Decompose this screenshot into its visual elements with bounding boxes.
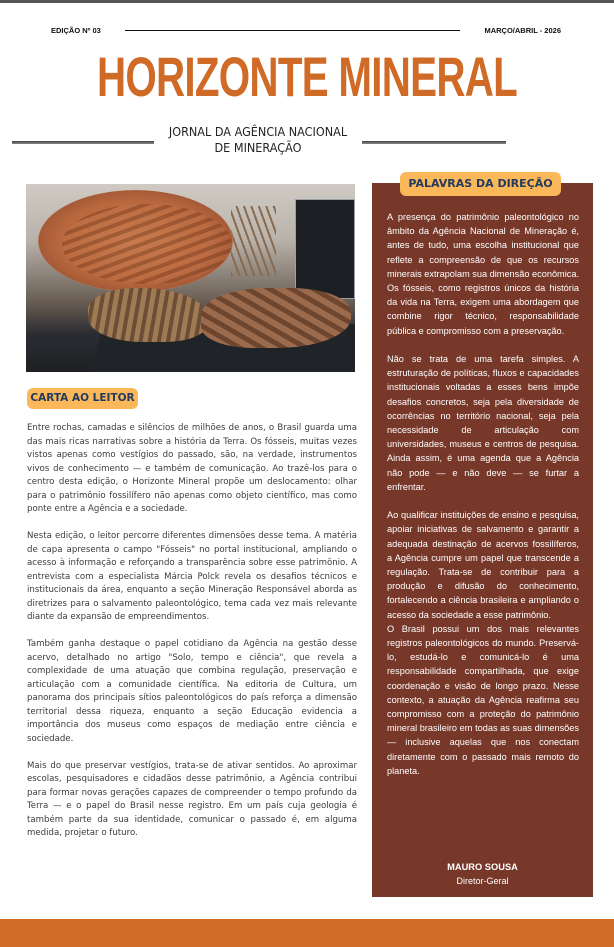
fossil-bones (201, 288, 351, 348)
edition-divider (125, 30, 461, 31)
subtitle-divider-left (12, 141, 154, 144)
cover-photo-fossils (26, 184, 355, 372)
fossil-slab (38, 190, 233, 292)
direcao-paragraph: O Brasil possui um dos mais relevantes registros paleontológicos do mundo. Preservá-lo, estudá-lo e comunicá-lo é uma responsabilidade compartilhada, que exige coordenação e visão de longo prazo. Nesse contexto, a atuação da Agência reafirma seu compromisso com a proteção do patrimônio mineral brasileiro em todas as suas dimensões — inclusive aquelas que nos conectam diretamente com o passado mais remoto do planeta. (387, 623, 579, 776)
newspaper-title: HORIZONTE MINERAL (96, 45, 518, 108)
signature-role: Diretor-Geral (456, 876, 509, 886)
top-border (0, 0, 614, 3)
letter-paragraph: Mais do que preservar vestígios, trata-se de ativar sentidos. Ao aproximar escolas, pesquisadores e cidadãos desse patrimônio, a Agência contribui para formar novas gerações capazes de compreender o tempo profundo da Terra — e o papel do Brasil nesse registro. Em um país cuja geologia é também parte da sua identidade, comunicar o passado é, em alguma medida, projetar o futuro. (27, 760, 357, 838)
direcao-body (387, 210, 579, 792)
skeleton-mount (231, 206, 276, 276)
palavras-da-direcao-heading: PALAVRAS DA DIREÇÃO (400, 172, 561, 196)
direcao-paragraph: Ao qualificar instituições de ensino e pesquisa, apoiar iniciativas de salvamento e garantir a adequada destinação de acervos fossilíferos, a Agência cumpre um papel que transcende a regulação. Trata-se de contribuir para a produção e difusão do conhecimento, fortalecendo a ciência brasileira e ampliando o acesso da sociedade a esse patrimônio. (387, 510, 579, 620)
signature-block (372, 861, 593, 888)
subtitle-divider-right (362, 141, 506, 144)
carta-ao-leitor-heading: CARTA AO LEITOR (27, 388, 138, 409)
carta-ao-leitor-body (27, 422, 357, 841)
direcao-paragraph: Não se trata de uma tarefa simples. A estruturação de políticas, fluxos e capacidades institucionais voltadas a esses bens impõe desafios concretos, seja pela diversidade de ocorrências no território nacional, seja pela necessidade de articulação com universidades, museus e centros de pesquisa. Ainda assim, é uma agenda que a Agência não pode — e não deve — se furtar a enfrentar. (387, 354, 579, 492)
footer-bar (0, 919, 614, 947)
edition-date: MARÇO/ABRIL - 2026 (484, 25, 561, 35)
display-case (295, 199, 355, 299)
letter-paragraph: Entre rochas, camadas e silêncios de milhões de anos, o Brasil guarda uma das mais ricas narrativas sobre a história da Terra. Os fósseis, muitas vezes vistos apenas como vestígios do passado, são, na verdade, instrumentos vivos de conhecimento — e também de comunicação. Ao trazê-los para o centro desta edição, o Horizonte Mineral propõe um deslocamento: olhar para o patrimônio fossilífero não apenas como objeto científico, mas como ponte entre a Agência e a sociedade. (27, 423, 357, 514)
newspaper-subtitle (168, 124, 348, 156)
subtitle-line-2: DE MINERAÇÃO (214, 140, 302, 155)
letter-paragraph: Também ganha destaque o papel cotidiano da Agência na gestão desse acervo, detalhado no artigo "Solo, tempo e ciência", que revela a complexidade de uma atuação que combina regulação, preservação e articulação com a comunidade científica. Na editoria de Cultura, um panorama dos principais sítios paleontológicos do país reforça a dimensão territorial dessa riqueza, enquanto a seção Educação evidencia a importância dos museus como espaços de mediação entre ciência e sociedade. (27, 639, 357, 744)
signature-name: MAURO SOUSA (447, 862, 518, 872)
fossil-skull (88, 288, 208, 342)
edition-row (51, 24, 561, 36)
letter-paragraph: Nesta edição, o leitor percorre diferentes dimensões desse tema. A matéria de capa apresenta o campo "Fósseis" no portal institucional, ampliando o acesso à informação e reforçando a transparência sobre esse patrimônio. A entrevista com a especialista Márcia Polck revela os desafios técnicos e institucionais da área, enquanto a seção Mineração Responsável aborda as diretrizes para o salvamento paleontológico, tema cada vez mais relevante diante da expansão de empreendimentos. (27, 531, 357, 622)
subtitle-line-1: JORNAL DA AGÊNCIA NACIONAL (168, 124, 348, 139)
direcao-paragraph: A presença do patrimônio paleontológico no âmbito da Agência Nacional de Mineração é, antes de tudo, uma escolha institucional que reflete a compreensão de que os recursos minerais extrapolam sua dimensão econômica. Os fósseis, como registros únicos da história da vida na Terra, exigem uma abordagem que combine rigor técnico, responsabilidade pública e compromisso com a preservação. (387, 212, 580, 336)
subtitle-block (0, 124, 614, 160)
edition-number: EDIÇÃO Nº 03 (51, 25, 101, 35)
